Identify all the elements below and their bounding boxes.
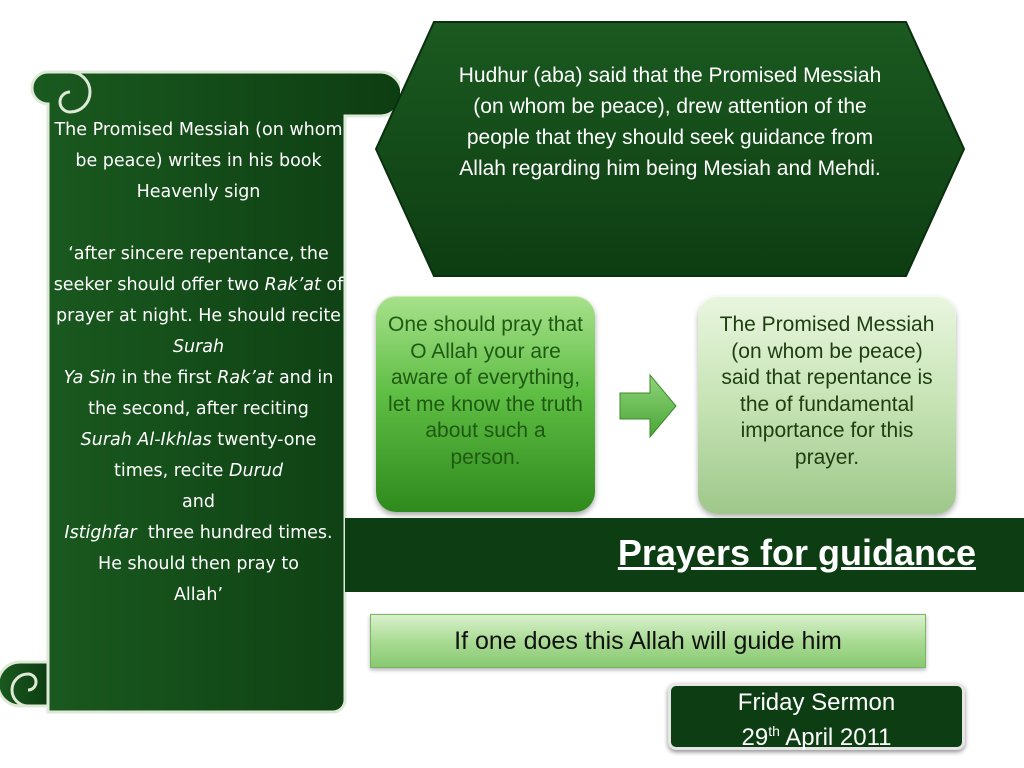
scroll-quote: ‘after sincere repentance, the seeker should offer two Rak’at of prayer at night. He should recite Surah Ya Sin in the first Rak’at and in the second, after reciting Surah Al-Ikhlas twenty-one times, recite Durud and Istighfar three hundred times. He should then pray to Allah’ [53, 244, 344, 605]
scroll-text [52, 115, 345, 611]
prayer-box: One should pray that O Allah your are aware of everything, let me know the truth about such a person. [376, 296, 595, 512]
repentance-box: The Promised Messiah (on whom be peace) said that repentance is the of fundamental importance for this prayer. [698, 296, 956, 514]
right-arrow-icon [618, 373, 678, 439]
sermon-date-box [668, 683, 965, 750]
slide-title: Prayers for guidance [617, 532, 976, 573]
scroll-intro: The Promised Messiah (on whom be peace) writes in his book Heavenly sign [54, 120, 343, 202]
guidance-note: If one does this Allah will guide him [370, 614, 926, 668]
sermon-label: Friday Sermon [737, 689, 896, 716]
hexagon-text: Hudhur (aba) said that the Promised Messiah (on whom be peace), drew attention of the people that they should seek guidance from Allah regarding him being Mesiah and Mehdi. [458, 64, 882, 180]
sermon-date: 29th April 2011 [741, 723, 892, 751]
